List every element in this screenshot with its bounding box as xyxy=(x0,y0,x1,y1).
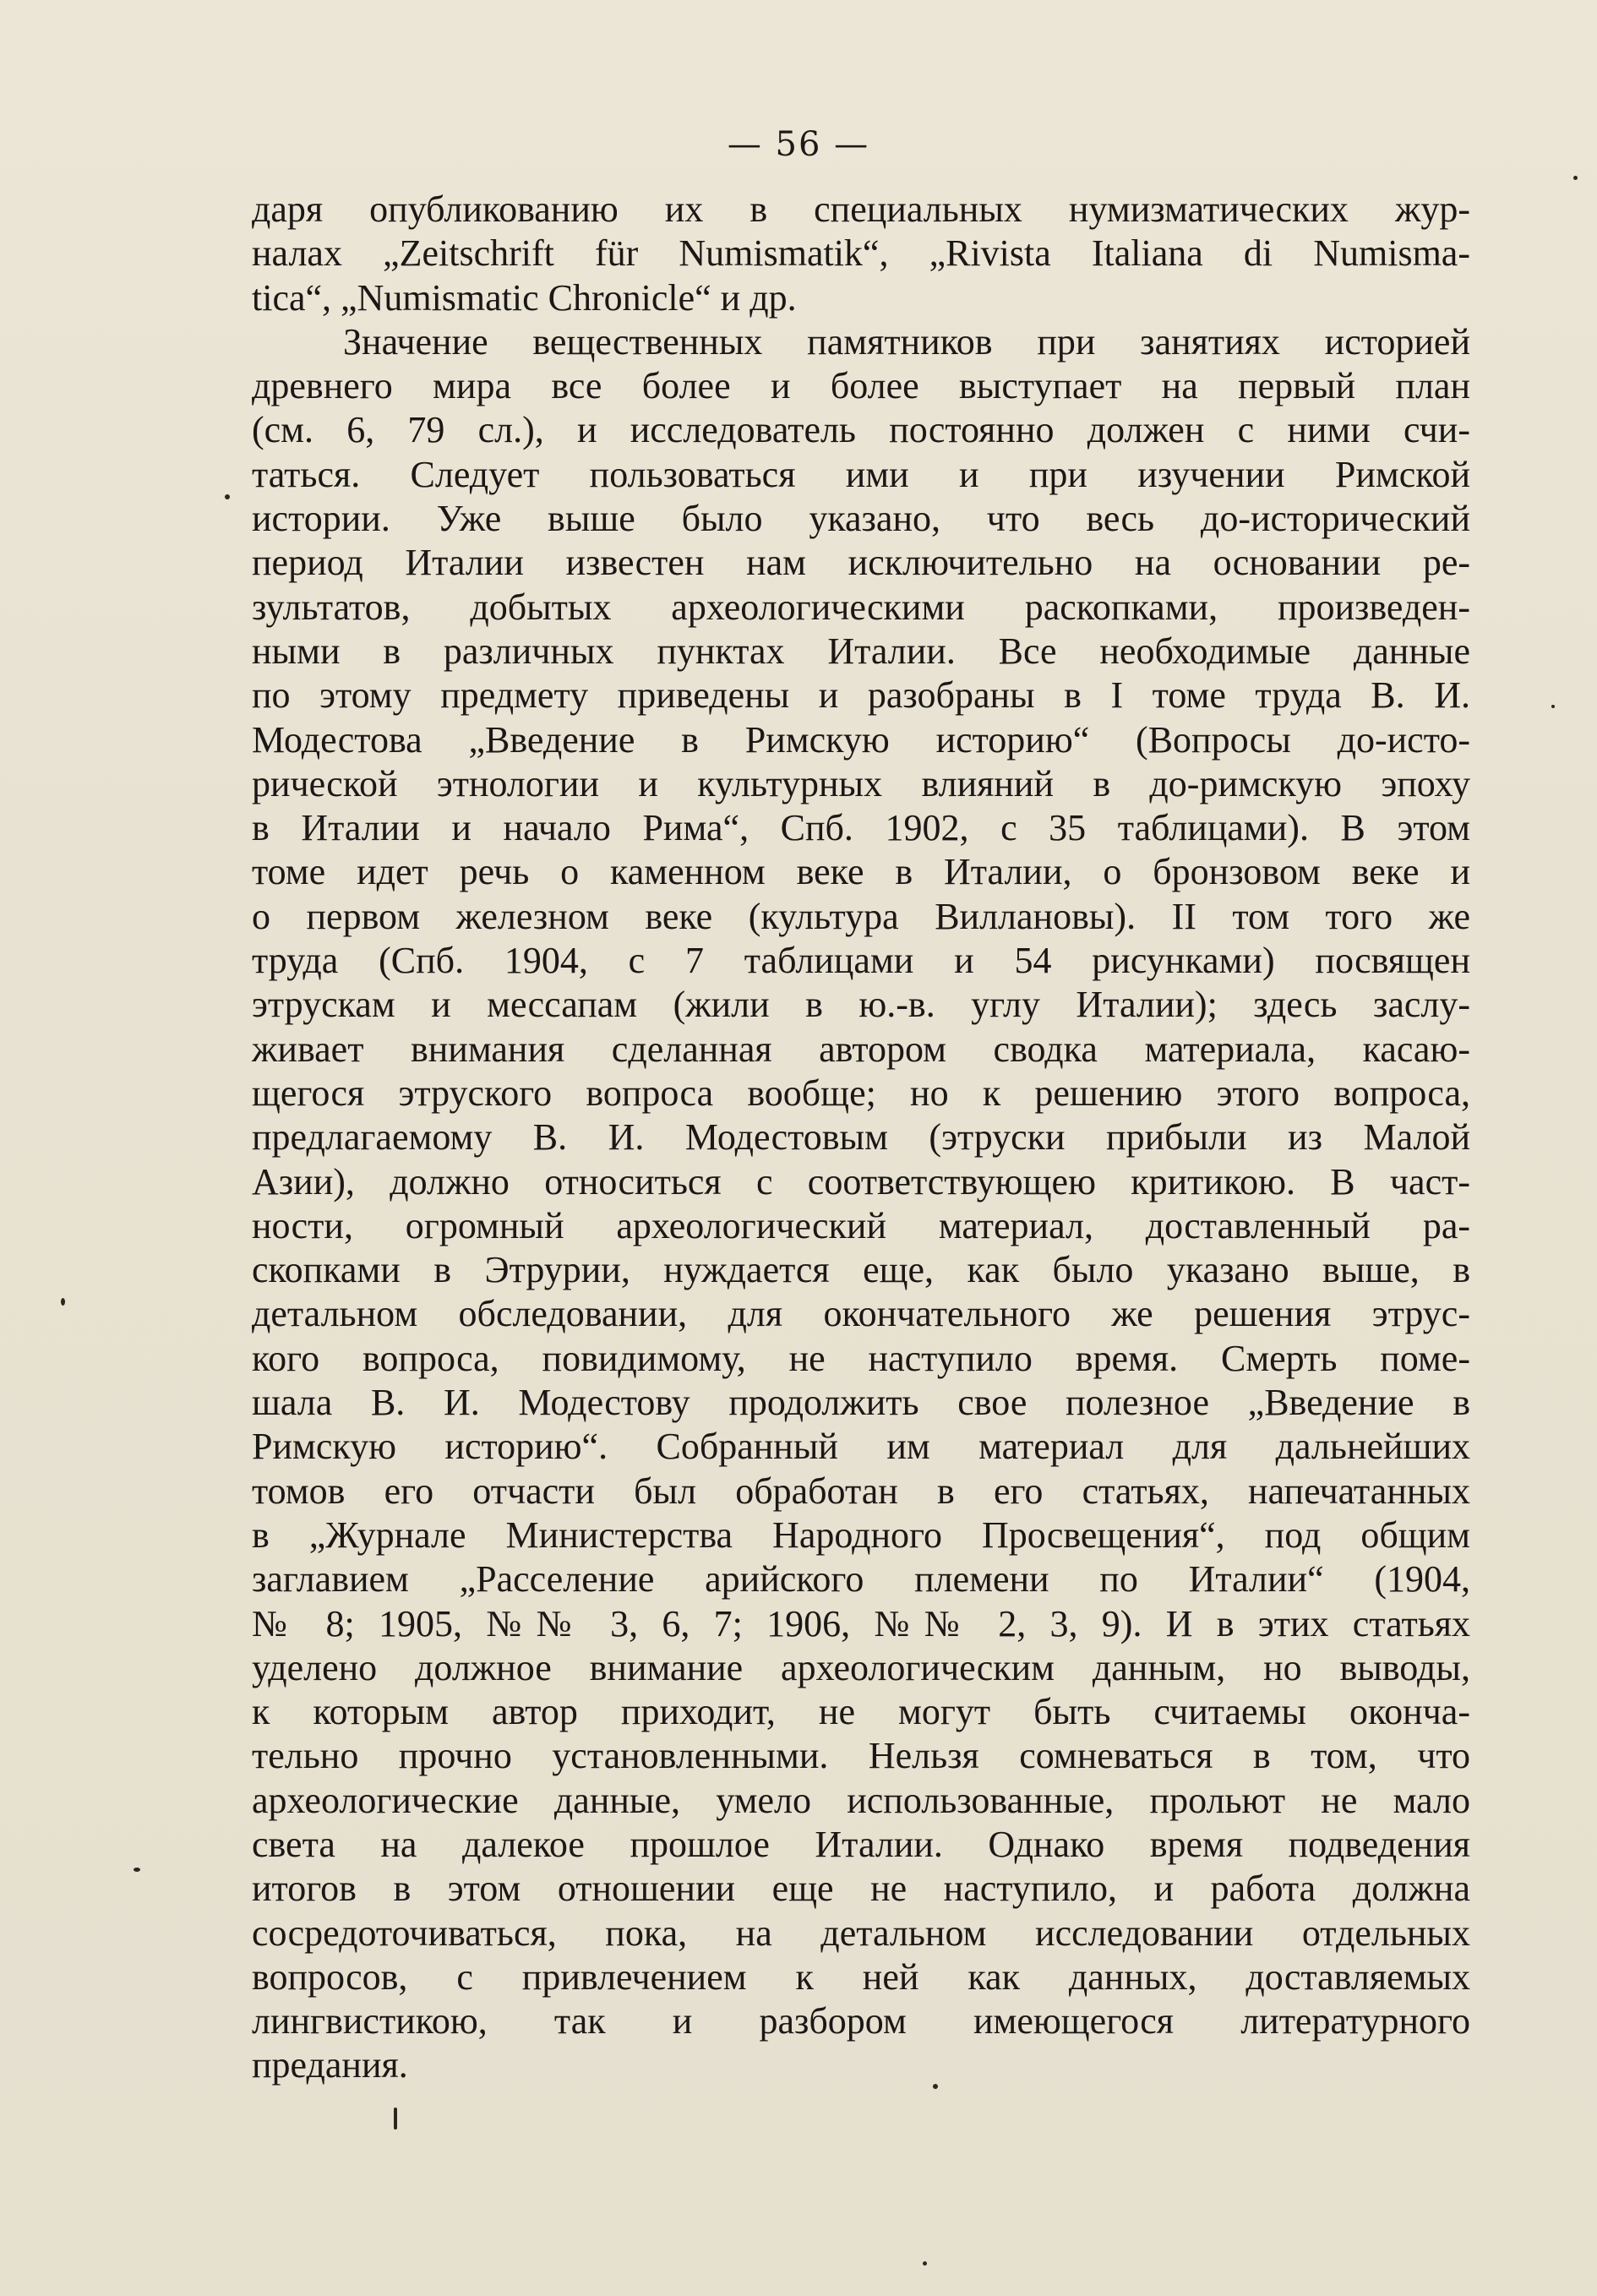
text-line: даря опубликованию их в специальных нумизматических жур- xyxy=(252,188,1470,230)
text-line: томов его отчасти был обработан в его статьях, напечатанных xyxy=(252,1470,1470,1512)
text-line: Значение вещественных памятников при занятиях историей xyxy=(343,320,1470,363)
text-line: к которым автор приходит, не могут быть считаемы оконча- xyxy=(252,1691,1470,1733)
text-line: шала В. И. Модестову продолжить свое полезное „Введение в xyxy=(252,1382,1470,1424)
text-line: труда (Спб. 1904, с 7 таблицами и 54 рисунками) посвящен xyxy=(252,940,1470,982)
paper-speck xyxy=(225,494,230,499)
text-line: Модестова „Введение в Римскую историю“ (Вопросы до-исто- xyxy=(252,718,1470,761)
text-line: рической этнологии и культурных влияний в до-римскую эпоху xyxy=(252,762,1470,804)
text-line: детальном обследовании, для окончательного же решения этрус- xyxy=(252,1293,1470,1335)
text-line: щегося этруского вопроса вообще; но к решению этого вопроса, xyxy=(252,1072,1470,1114)
paper-speck xyxy=(933,2084,938,2089)
text-line: этрускам и мессапам (жили в ю.-в. углу Италии); здесь заслу- xyxy=(252,984,1470,1026)
text-line: таться. Следует пользоваться ими и при изучении Римской xyxy=(252,453,1470,495)
text-line: тельно прочно установленными. Нельзя сомневаться в том, что xyxy=(252,1735,1470,1777)
text-line: археологические данные, умело использованные, прольют не мало xyxy=(252,1779,1470,1821)
text-line: живает внимания сделанная автором сводка материала, касаю- xyxy=(252,1028,1470,1070)
text-line: tica“, „Numismatic Chronicle“ и др. xyxy=(252,276,797,319)
text-line: № 8; 1905, №№ 3, 6, 7; 1906, №№ 2, 3, 9). И в этих статьях xyxy=(252,1602,1470,1644)
paper-speck xyxy=(394,2108,397,2130)
text-line: древнего мира все более и более выступает на первый план xyxy=(252,365,1470,407)
text-line: зультатов, добытых археологическими раскопками, произведен- xyxy=(252,586,1470,628)
text-line: ными в различных пунктах Италии. Все необходимые данные xyxy=(252,630,1470,672)
paper-speck xyxy=(923,2261,927,2266)
text-line: томе идет речь о каменном веке в Италии, о бронзовом веке и xyxy=(252,851,1470,893)
text-line: итогов в этом отношении еще не наступило, и работа должна xyxy=(252,1868,1470,1910)
text-line: вопросов, с привлечением к ней как данных, доставляемых xyxy=(252,1955,1470,1998)
text-line: о первом железном веке (культура Виллановы). II том того же xyxy=(252,895,1470,937)
text-line: уделено должное внимание археологическим данным, но выводы, xyxy=(252,1646,1470,1688)
text-line: предания. xyxy=(252,2044,408,2086)
paper-speck xyxy=(1551,705,1555,708)
text-line: скопками в Этрурии, нуждается еще, как было указано выше, в xyxy=(252,1249,1470,1291)
text-line: (см. 6, 79 сл.), и исследователь постоянно должен с ними счи- xyxy=(252,409,1470,451)
text-line: сосредоточиваться, пока, на детальном исследовании отдельных xyxy=(252,1912,1470,1954)
text-line: ности, огромный археологический материал, доставленный ра- xyxy=(252,1204,1470,1246)
text-line: кого вопроса, повидимому, не наступило время. Смерть поме- xyxy=(252,1337,1470,1379)
text-line: по этому предмету приведены и разобраны в I томе труда В. И. xyxy=(252,674,1470,717)
text-line: предлагаемому В. И. Модестовым (этруски прибыли из Малой xyxy=(252,1116,1470,1159)
paper-speck xyxy=(1573,176,1578,180)
text-line: Римскую историю“. Собранный им материал для дальнейших xyxy=(252,1426,1470,1468)
body-text xyxy=(252,188,1470,2088)
text-line: истории. Уже выше было указано, что весь до-исторический xyxy=(252,498,1470,540)
page-number: — 56 — xyxy=(727,125,870,164)
text-line: лингвистикою, так и разбором имеющегося литературного xyxy=(252,2000,1470,2042)
paper-speck xyxy=(61,1298,65,1306)
text-line: в Италии и начало Рима“, Спб. 1902, с 35 таблицами). В этом xyxy=(252,807,1470,849)
paper-speck xyxy=(134,1868,140,1872)
text-line: Азии), должно относиться с соответствующею критикою. В част- xyxy=(252,1160,1470,1203)
text-line: период Италии известен нам исключительно на основании ре- xyxy=(252,542,1470,584)
text-line: заглавием „Расселение арийского племени по Италии“ (1904, xyxy=(252,1558,1470,1601)
text-line: налах „Zeitschrift für Numismatik“, „Rivista Italiana di Numisma- xyxy=(252,232,1470,275)
text-line: света на далекое прошлое Италии. Однако время подведения xyxy=(252,1823,1470,1865)
text-line: в „Журнале Министерства Народного Просвещения“, под общим xyxy=(252,1513,1470,1556)
